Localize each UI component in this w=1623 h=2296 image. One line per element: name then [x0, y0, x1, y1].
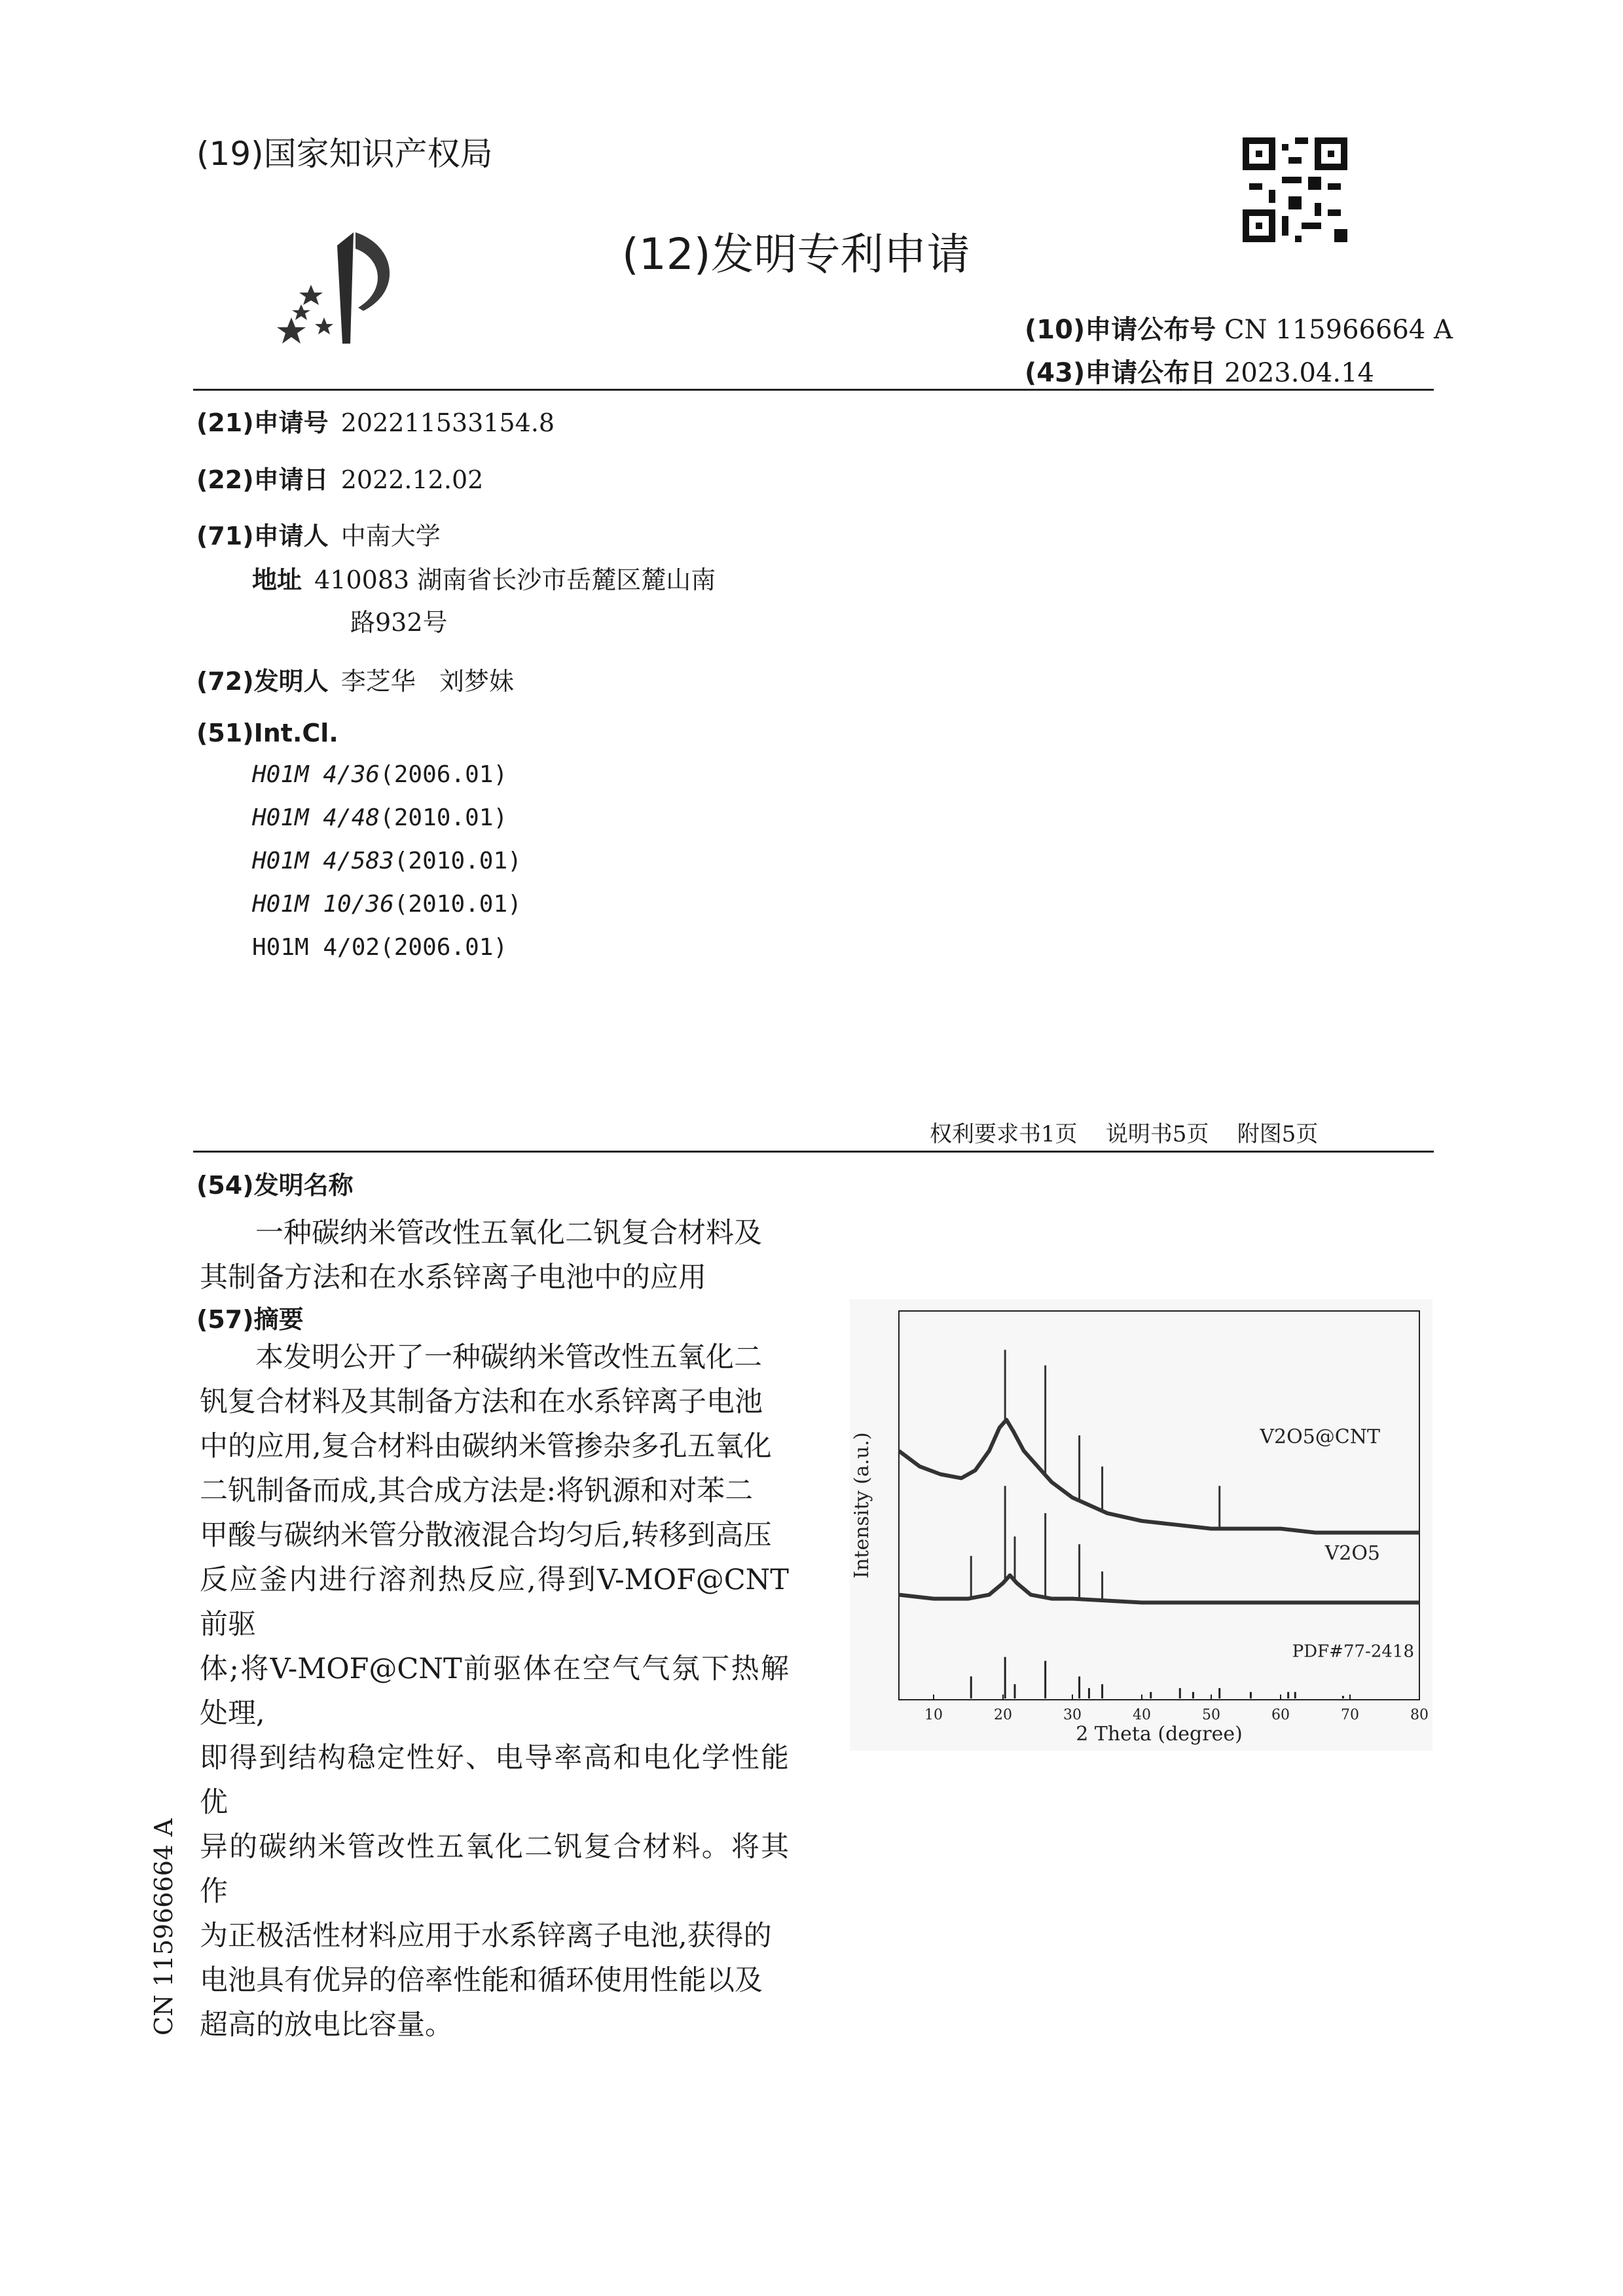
ipc-code: H01M 4/583: [252, 848, 394, 874]
series-line: [899, 1575, 1419, 1603]
x-tick-label: 40: [1133, 1707, 1151, 1723]
abstract-line: 本发明公开了一种碳纳米管改性五氧化二: [255, 1341, 762, 1374]
x-tick-label: 10: [924, 1707, 943, 1723]
x-tick-label: 50: [1202, 1707, 1220, 1723]
ipc-date: (2006.01): [380, 934, 508, 961]
pub-no-value: CN 115966664 A: [1224, 315, 1453, 345]
invention-title-line-1: 一种碳纳米管改性五氧化二钒复合材料及: [255, 1217, 762, 1249]
abstract-text: [200, 1335, 789, 2047]
abstract-line: 电池具有优异的倍率性能和循环使用性能以及: [200, 1964, 763, 1997]
inventors: [196, 661, 514, 697]
abstract-line: 异的碳纳米管改性五氧化二钒复合材料。将其作: [200, 1831, 789, 1908]
side-publication-number: CN 115966664 A: [149, 1818, 178, 2036]
app-no-label: (21)申请号: [196, 408, 329, 437]
y-axis-label: Intensity (a.u.): [850, 1432, 873, 1579]
ipc-date: (2010.01): [380, 804, 508, 831]
ipc-row-5: [252, 934, 507, 961]
x-tick-label: 20: [994, 1707, 1012, 1723]
series-label: V2O5@CNT: [1260, 1425, 1380, 1448]
xrd-chart: [850, 1299, 1432, 1751]
app-date-label: (22)申请日: [196, 465, 329, 494]
ipc-date: (2010.01): [393, 891, 522, 918]
page-counts: 权利要求书1页 说明书5页 附图5页: [930, 1121, 1319, 1147]
address-line-2: 路932号: [350, 608, 448, 637]
x-tick-label: 80: [1410, 1707, 1429, 1723]
applicant-label: (71)申请人: [196, 522, 329, 550]
x-tick-label: 30: [1063, 1707, 1082, 1723]
application-number: [196, 403, 555, 439]
qr-code: [1243, 137, 1347, 242]
abstract-line: 钒复合材料及其制备方法和在水系锌离子电池: [200, 1386, 763, 1418]
invention-title-line-2: 其制备方法和在水系锌离子电池中的应用: [200, 1261, 706, 1294]
header-rule: [193, 389, 1434, 391]
ipc-code: H01M 4/48: [252, 804, 380, 831]
xrd-chart-svg: [850, 1299, 1432, 1751]
x-axis-label: 2 Theta (degree): [1076, 1723, 1243, 1746]
x-tick-label: 70: [1341, 1707, 1359, 1723]
address-label: 地址: [252, 565, 302, 594]
ipc-row-3: [252, 848, 522, 874]
abstract-line: 反应釜内进行溶剂热反应,得到V-MOF@CNT前驱: [200, 1564, 789, 1641]
application-date: [196, 459, 483, 495]
ipc-code: H01M 10/36: [252, 891, 394, 918]
series-label: V2O5: [1324, 1542, 1380, 1566]
ipc-date: (2006.01): [380, 761, 508, 788]
series-label: PDF#77-2418: [1292, 1641, 1414, 1662]
invention-title-label: (54)发明名称: [196, 1171, 354, 1200]
office-name: (19)国家知识产权局: [196, 135, 493, 173]
address: [252, 560, 716, 596]
abstract-line: 体;将V-MOF@CNT前驱体在空气气氛下热解处理,: [200, 1653, 789, 1730]
ipc-row-4: [252, 891, 522, 918]
document-type-title: (12)发明专利申请: [622, 229, 970, 279]
publication-date: [1025, 352, 1374, 389]
intcl-label: (51)Int.Cl.: [196, 719, 338, 747]
cnipa-logo: [265, 219, 422, 350]
app-no-value: 202211533154.8: [340, 408, 555, 437]
inventor-value: 李芝华 刘梦妹: [340, 667, 514, 696]
ipc-row-1: [252, 761, 507, 788]
ipc-code: H01M 4/02: [252, 934, 380, 961]
publication-number: [1025, 309, 1453, 346]
section-rule: [193, 1151, 1434, 1153]
pub-date-label: (43)申请公布日: [1025, 358, 1216, 388]
inventor-label: (72)发明人: [196, 667, 329, 696]
ipc-date: (2010.01): [393, 848, 522, 874]
applicant: [196, 516, 441, 552]
applicant-value: 中南大学: [340, 522, 441, 550]
x-tick-label: 60: [1271, 1707, 1290, 1723]
abstract-line: 甲酸与碳纳米管分散液混合均匀后,转移到高压: [200, 1519, 772, 1552]
ipc-code: H01M 4/36: [252, 761, 380, 788]
abstract-label: (57)摘要: [196, 1305, 304, 1334]
pub-date-value: 2023.04.14: [1224, 358, 1374, 388]
ipc-row-2: [252, 804, 507, 831]
app-date-value: 2022.12.02: [340, 465, 484, 494]
abstract-line: 二钒制备而成,其合成方法是:将钒源和对苯二: [200, 1475, 754, 1507]
abstract-line: 即得到结构稳定性好、电导率高和电化学性能优: [200, 1742, 789, 1819]
abstract-line: 超高的放电比容量。: [200, 2009, 453, 2041]
abstract-line: 中的应用,复合材料由碳纳米管掺杂多孔五氧化: [200, 1430, 772, 1463]
address-line-1: 410083 湖南省长沙市岳麓区麓山南: [314, 565, 716, 594]
pub-no-label: (10)申请公布号: [1025, 315, 1216, 345]
abstract-line: 为正极活性材料应用于水系锌离子电池,获得的: [200, 1920, 772, 1952]
